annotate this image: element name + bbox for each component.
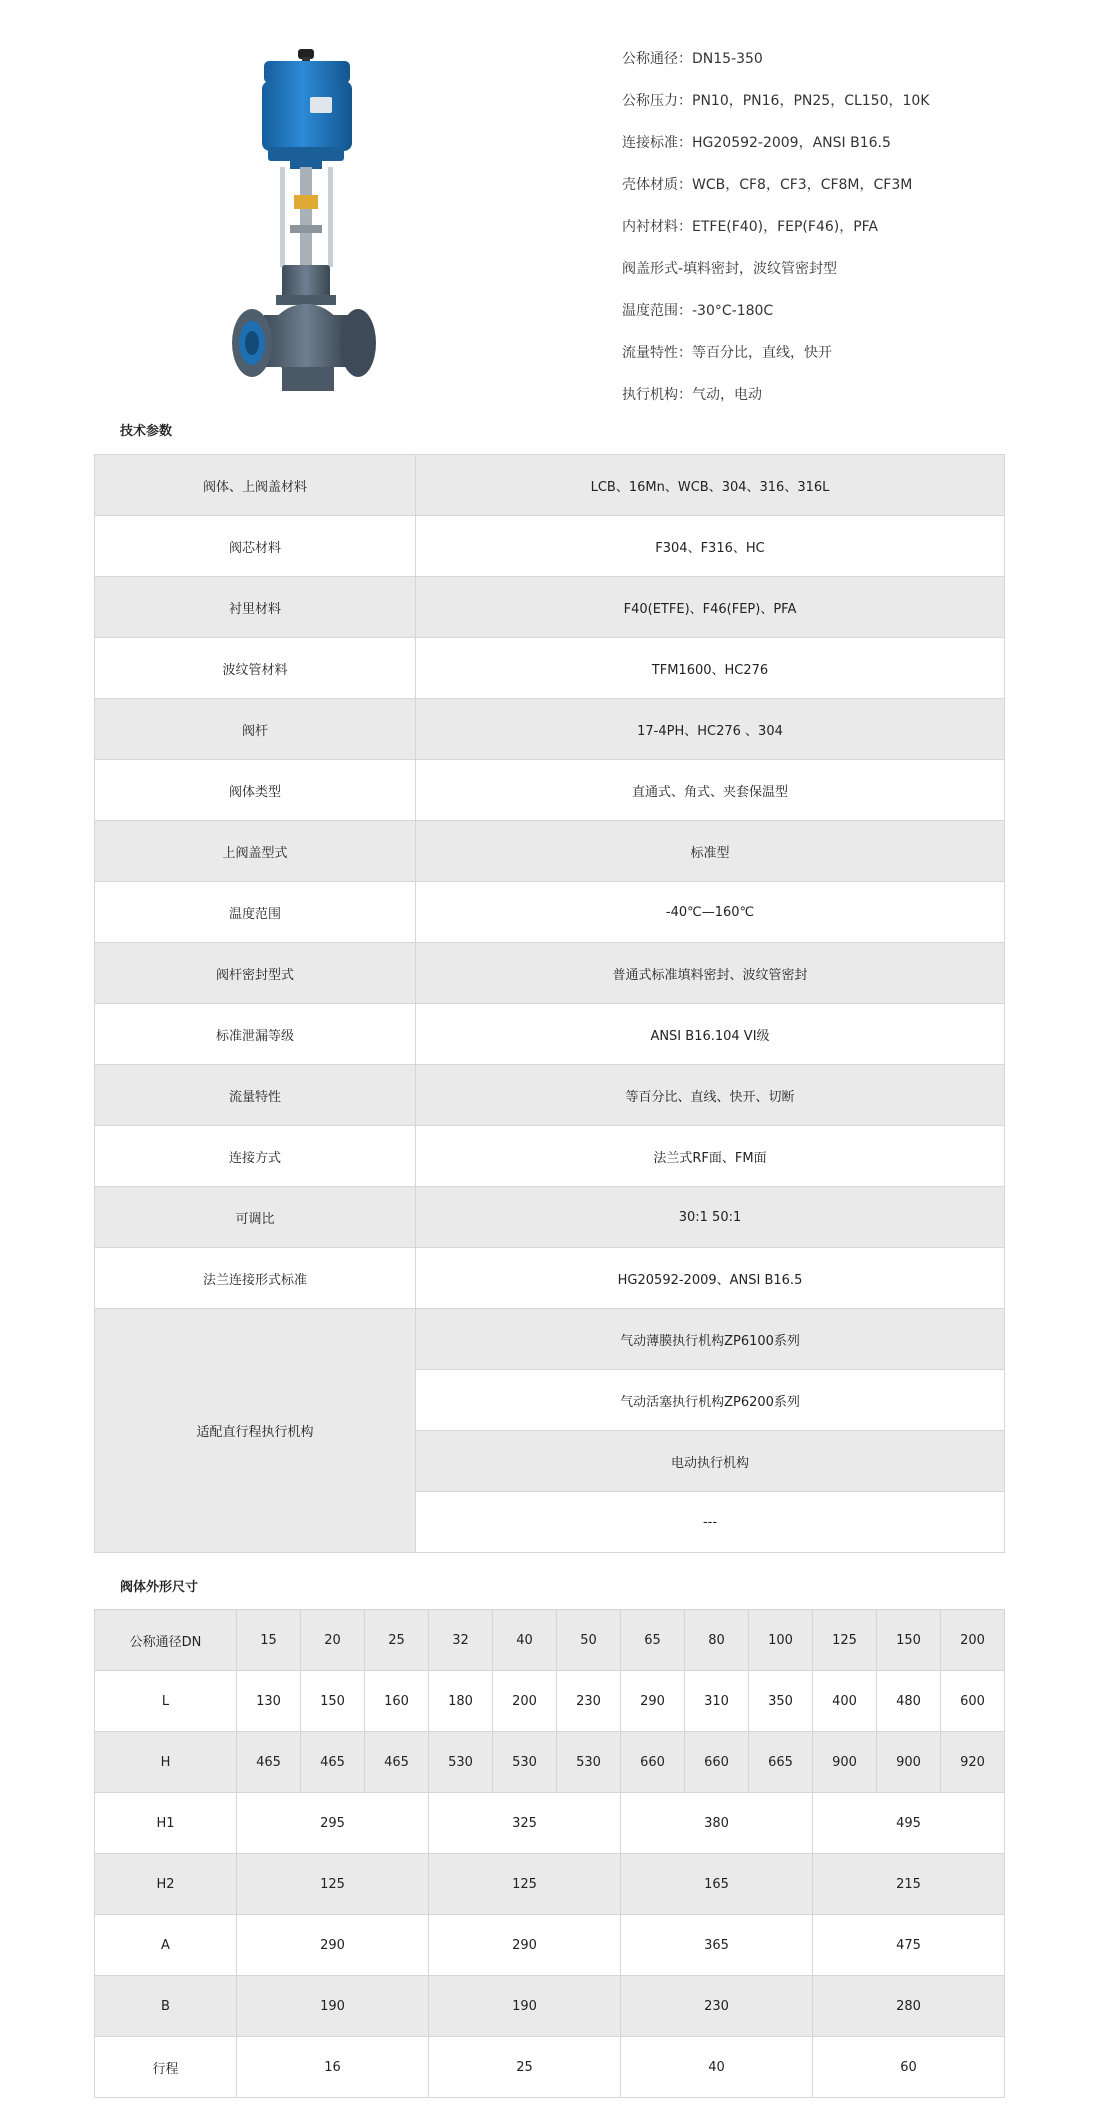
dim-cell: 900 [877,1732,941,1793]
dn-cell: 20 [301,1610,365,1671]
table-row [95,455,1005,516]
dim-cell: 290 [621,1671,685,1732]
table-row [95,1126,1005,1187]
dn-cell: 200 [941,1610,1005,1671]
dim-cell: 280 [813,1976,1005,2037]
table-row [95,1004,1005,1065]
param-name: 连接方式 [95,1126,416,1187]
dim-cell: 530 [557,1732,621,1793]
dim-cell: 16 [237,2037,429,2098]
dim-cell: 400 [813,1671,877,1732]
table-row [95,943,1005,1004]
dim-cell: 190 [429,1976,621,2037]
dn-cell: 15 [237,1610,301,1671]
param-name: 波纹管材料 [95,638,416,699]
row-label: 公称通径DN [95,1610,237,1671]
param-value: -40℃—160℃ [416,882,1005,943]
spec-item: 连接标准：HG20592-2009，ANSI B16.5 [622,135,891,151]
param-value: TFM1600、HC276 [416,638,1005,699]
dim-cell: 530 [493,1732,557,1793]
spec-item: 执行机构：气动，电动 [622,387,762,403]
param-value: 法兰式RF面、FM面 [416,1126,1005,1187]
dimensions-table [94,1609,1005,2098]
param-name: 衬里材料 [95,577,416,638]
dn-cell: 50 [557,1610,621,1671]
dn-cell: 25 [365,1610,429,1671]
dim-cell: 230 [621,1976,813,2037]
table-row [95,1854,1005,1915]
param-value: F40(ETFE)、F46(FEP)、PFA [416,577,1005,638]
dim-cell: 660 [621,1732,685,1793]
table-row [95,1976,1005,2037]
dim-cell: 60 [813,2037,1005,2098]
dim-cell: 495 [813,1793,1005,1854]
table-row [95,699,1005,760]
param-value: 直通式、角式、夹套保温型 [416,760,1005,821]
param-name: 流量特性 [95,1065,416,1126]
param-value: ANSI B16.104 VI级 [416,1004,1005,1065]
table-row [95,577,1005,638]
param-name: 阀杆 [95,699,416,760]
dim-cell: 290 [237,1915,429,1976]
dn-cell: 125 [813,1610,877,1671]
table-row [95,2037,1005,2098]
param-value: 30:1 50:1 [416,1187,1005,1248]
spec-item: 公称压力：PN10，PN16，PN25，CL150，10K [622,93,930,109]
param-value: 标准型 [416,821,1005,882]
dim-cell: 660 [685,1732,749,1793]
dim-cell: 130 [237,1671,301,1732]
tech-params-title: 技术参数 [120,424,173,439]
dim-cell: 25 [429,2037,621,2098]
dim-cell: 310 [685,1671,749,1732]
param-name: 标准泄漏等级 [95,1004,416,1065]
spec-item: 温度范围：-30°C-180C [622,303,774,319]
dim-cell: 600 [941,1671,1005,1732]
row-label: H [95,1732,237,1793]
param-value: 17-4PH、HC276 、304 [416,699,1005,760]
param-value: 等百分比、直线、快开、切断 [416,1065,1005,1126]
dn-cell: 32 [429,1610,493,1671]
dim-cell: 290 [429,1915,621,1976]
actuator-param-name: 适配直行程执行机构 [95,1309,416,1553]
param-value: 普通式标准填料密封、波纹管密封 [416,943,1005,1004]
row-label: A [95,1915,237,1976]
spec-list [622,48,929,426]
dn-cell: 40 [493,1610,557,1671]
valve-product-image [230,45,380,400]
dim-cell: 350 [749,1671,813,1732]
dim-cell: 215 [813,1854,1005,1915]
spec-item: 公称通径：DN15-350 [622,51,763,67]
dim-cell: 150 [301,1671,365,1732]
table-row [95,1248,1005,1309]
dim-cell: 325 [429,1793,621,1854]
row-label: H2 [95,1854,237,1915]
row-label: L [95,1671,237,1732]
row-label: B [95,1976,237,2037]
dim-cell: 165 [621,1854,813,1915]
dn-cell: 80 [685,1610,749,1671]
dim-cell: 125 [237,1854,429,1915]
spec-item: 内衬材料：ETFE(F40)，FEP(F46)，PFA [622,219,879,235]
param-name: 法兰连接形式标准 [95,1248,416,1309]
param-name: 上阀盖型式 [95,821,416,882]
dim-cell: 295 [237,1793,429,1854]
dn-cell: 65 [621,1610,685,1671]
param-name: 阀体类型 [95,760,416,821]
table-row [95,516,1005,577]
spec-item: 流量特性：等百分比，直线，快开 [622,345,832,361]
dim-cell: 190 [237,1976,429,2037]
table-row [95,1187,1005,1248]
dim-cell: 475 [813,1915,1005,1976]
dim-cell: 465 [365,1732,429,1793]
table-row [95,1793,1005,1854]
dim-cell: 530 [429,1732,493,1793]
table-row [95,638,1005,699]
table-row [95,1915,1005,1976]
dim-cell: 480 [877,1671,941,1732]
param-name: 阀芯材料 [95,516,416,577]
param-value: LCB、16Mn、WCB、304、316、316L [416,455,1005,516]
dim-cell: 920 [941,1732,1005,1793]
spec-item: 壳体材质：WCB，CF8，CF3，CF8M，CF3M [622,177,913,193]
row-label: H1 [95,1793,237,1854]
table-row [95,1732,1005,1793]
param-value: 气动活塞执行机构ZP6200系列 [416,1370,1005,1431]
param-value: F304、F316、HC [416,516,1005,577]
table-row [95,1671,1005,1732]
dim-cell: 365 [621,1915,813,1976]
spec-item: 阀盖形式-填料密封，波纹管密封型 [622,261,838,277]
table-row [95,821,1005,882]
param-name: 阀杆密封型式 [95,943,416,1004]
param-name: 温度范围 [95,882,416,943]
dim-cell: 230 [557,1671,621,1732]
param-name: 可调比 [95,1187,416,1248]
dim-cell: 125 [429,1854,621,1915]
dn-cell: 100 [749,1610,813,1671]
dim-cell: 465 [301,1732,365,1793]
dim-cell: 180 [429,1671,493,1732]
table-row [95,1309,1005,1370]
dim-cell: 40 [621,2037,813,2098]
dim-cell: 160 [365,1671,429,1732]
row-label: 行程 [95,2037,237,2098]
dn-cell: 150 [877,1610,941,1671]
param-value: 电动执行机构 [416,1431,1005,1492]
table-row [95,1065,1005,1126]
param-value: HG20592-2009、ANSI B16.5 [416,1248,1005,1309]
table-row [95,882,1005,943]
table-row [95,1610,1005,1671]
table-row [95,760,1005,821]
param-name: 阀体、上阀盖材料 [95,455,416,516]
dimensions-title: 阀体外形尺寸 [120,1580,199,1595]
dim-cell: 380 [621,1793,813,1854]
param-value: --- [416,1492,1005,1553]
dim-cell: 200 [493,1671,557,1732]
dim-cell: 665 [749,1732,813,1793]
dim-cell: 900 [813,1732,877,1793]
param-value: 气动薄膜执行机构ZP6100系列 [416,1309,1005,1370]
dim-cell: 465 [237,1732,301,1793]
tech-params-table [94,454,1005,1553]
